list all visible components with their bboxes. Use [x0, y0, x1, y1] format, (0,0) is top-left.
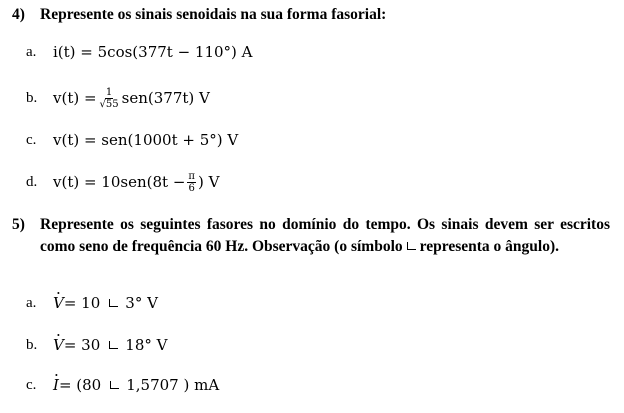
question-title [40, 214, 610, 258]
q4-item-d [26, 168, 219, 196]
item-letter: c. [26, 131, 37, 148]
question-number: 5) [12, 216, 25, 233]
question-4-header [12, 4, 610, 26]
item-expression [53, 171, 219, 194]
expr-rhs: sen(377t) V [121, 89, 210, 107]
question-5-header [12, 214, 610, 258]
expr-rhs: ) V [197, 173, 220, 191]
phasor-variable: V [53, 336, 64, 354]
expr-lhs: = 10 [63, 294, 101, 312]
item-expression [53, 336, 167, 354]
item-expression: v(t) = sen(1000t + 5°) V [53, 131, 239, 149]
fraction-denominator: √55 [99, 98, 119, 110]
item-expression [53, 376, 219, 394]
expr-lhs: v(t) = [53, 89, 97, 107]
angle-symbol-icon [110, 381, 119, 389]
angle-symbol-icon [109, 299, 118, 307]
fraction-denominator: 6 [188, 182, 195, 194]
title-part-2: representa o ângulo). [419, 238, 559, 255]
expr-rhs: 18° V [125, 336, 168, 354]
title-part-1: Represente os seguintes fasores no domínio do tempo. Os sinais devem ser escritos como seno de frequência 60 Hz. Observação (o símbolo [40, 216, 610, 255]
q5-item-c [26, 373, 219, 397]
question-4 [12, 4, 610, 26]
item-expression: i(t) = 5cos(377t − 110°) A [53, 43, 253, 61]
phasor-variable: I [53, 376, 59, 394]
item-letter: a. [26, 294, 37, 311]
expr-lhs: = 30 [63, 336, 101, 354]
question-5 [12, 214, 610, 258]
item-expression [53, 294, 158, 312]
fraction-numerator: π [188, 170, 195, 182]
angle-symbol-icon [407, 242, 416, 250]
q4-item-a [26, 40, 253, 64]
item-expression [53, 87, 210, 110]
fraction-numerator: 1 [105, 86, 113, 98]
fraction [187, 171, 196, 194]
expr-rhs: 1,5707 ) mA [126, 376, 220, 394]
phasor-variable: V [53, 294, 64, 312]
expr-rhs: 3° V [125, 294, 158, 312]
item-letter: a. [26, 43, 37, 60]
q5-item-b [26, 333, 167, 357]
item-letter: b. [26, 336, 38, 353]
q4-item-c [26, 128, 238, 152]
question-number: 4) [12, 6, 25, 23]
expr-lhs: v(t) = 10sen(8t − [53, 173, 186, 191]
question-title: Represente os sinais senoidais na sua forma fasorial: [40, 6, 387, 23]
q5-item-a [26, 291, 158, 315]
angle-symbol-icon [109, 341, 118, 349]
q4-item-b [26, 84, 210, 112]
item-letter: c. [26, 376, 37, 393]
fraction [99, 87, 120, 110]
item-letter: b. [26, 89, 38, 106]
expr-lhs: = (80 [58, 376, 102, 394]
item-letter: d. [26, 173, 38, 190]
